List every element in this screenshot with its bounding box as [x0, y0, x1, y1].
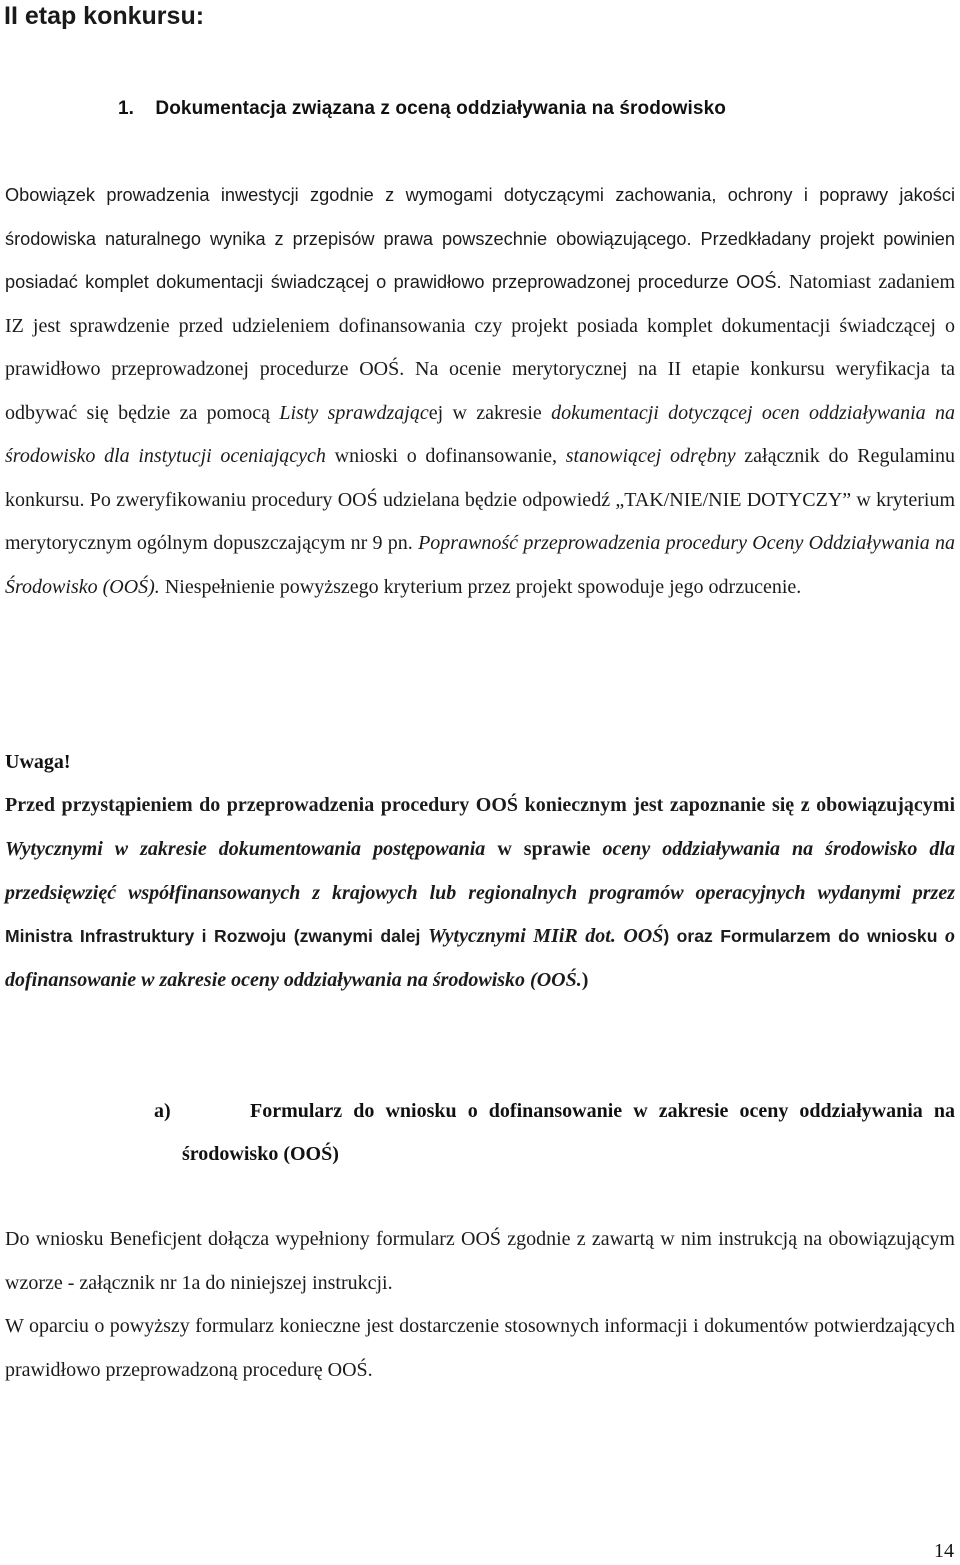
subsection-title: Formularz do wniosku o dofinansowanie w zakresie oceny oddziaływania na środowisko (OOŚ): [182, 1100, 955, 1165]
guidelines-title: Wytycznymi w zakresie dokumentowania postępowania: [5, 837, 486, 860]
subsection-heading: [154, 1090, 955, 1176]
warning-text-1: Przed przystąpieniem do przeprowadzenia procedury OOŚ koniecznym jest zapoznanie się z obowiązującymi: [5, 794, 955, 816]
ministry-name: Ministra Infrastruktury i Rozwoju (zwanymi dalej: [5, 926, 421, 947]
sentence-answer: Po zweryfikowaniu procedury OOŚ udzielana będzie odpowiedź „TAK/NIE/NIE DOTYCZY” w kryterium merytorycznym ogólnym dopuszczającym nr 9 pn.: [5, 488, 956, 554]
sentence-merit-g: załącznik do Regulaminu konkursu.: [5, 445, 955, 511]
closing-paren: ): [581, 969, 589, 992]
sentence-merit-c: ej w zakresie: [428, 401, 542, 424]
checklist-scope: dokumentacji dotyczącej ocen oddziaływania na środowisko dla instytucji oceniających: [5, 401, 956, 467]
section-heading: [118, 94, 726, 124]
warning-label: Uwaga!: [5, 751, 71, 773]
criterion-name: Poprawność przeprowadzenia procedury Oceny Oddziaływania na Środowisko (OOŚ).: [5, 532, 955, 598]
sentence-merit-a: Na ocenie merytorycznej na II etapie konkursu weryfikacja ta odbywać się będzie za pomocą: [5, 358, 956, 424]
section-title: Dokumentacja związana z oceną oddziaływania na środowisko: [155, 98, 726, 119]
paragraph-obligation: [5, 174, 955, 609]
warning-text-3: w sprawie: [497, 837, 591, 860]
sentence-obligation: Obowiązek prowadzenia inwestycji zgodnie z wymogami dotyczącymi zachowania, ochrony i poprawy jakości środowiska naturalnego wynika z przepisów prawa powszechnie obowiązującego.: [5, 185, 955, 249]
paragraph-attachment: Do wniosku Beneficjent dołącza wypełniony formularz OOŚ zgodnie z zawartą w nim instrukcją na obowiązującym wzorze - załącznik nr 1a do niniejszej instrukcji.: [5, 1228, 955, 1294]
sentence-merit-e: wnioski o dofinansowanie,: [334, 445, 558, 467]
section-number: 1.: [118, 98, 135, 119]
guidelines-short-name: Wytycznymi MIiR dot. OOŚ: [427, 925, 664, 948]
form-scope: o dofinansowanie w zakresie oceny oddziaływania na środowisko (OOŚ.: [5, 925, 956, 992]
sentence-iz-check: Natomiast zadaniem IZ jest sprawdzenie przed udzieleniem dofinansowania czy projekt posiada komplet dokumentacji świadczącej o prawidłowo przeprowadzonej procedurze OOŚ.: [5, 271, 955, 380]
page-number: 14: [934, 1540, 954, 1562]
subsection-marker: a): [154, 1100, 171, 1122]
form-reference: ) oraz Formularzem do wniosku: [663, 926, 938, 947]
separate-attachment: stanowiącej odrębny: [565, 445, 736, 467]
paragraph-documents: W oparciu o powyższy formularz konieczne jest dostarczenie stosownych informacji i dokumentów potwierdzających prawidłowo przeprowadzoną procedurę OOŚ.: [5, 1315, 955, 1381]
sentence-rejection: Niespełnienie powyższego kryterium przez projekt spowoduje jego odrzucenie.: [164, 575, 802, 598]
checklist-name: Listy sprawdzając: [279, 401, 429, 424]
sentence-documentation: Przedkładany projekt powinien posiadać komplet dokumentacji świadczącej o prawidłowo przeprowadzonej procedurze OOŚ.: [5, 228, 956, 292]
stage-heading: II etap konkursu:: [4, 2, 205, 30]
warning-paragraph: [5, 784, 955, 1003]
guidelines-scope: oceny oddziaływania na środowisko dla przedsięwzięć współfinansowanych z krajowych lub regionalnych programów operacyjnych wydanymi przez: [5, 837, 955, 904]
